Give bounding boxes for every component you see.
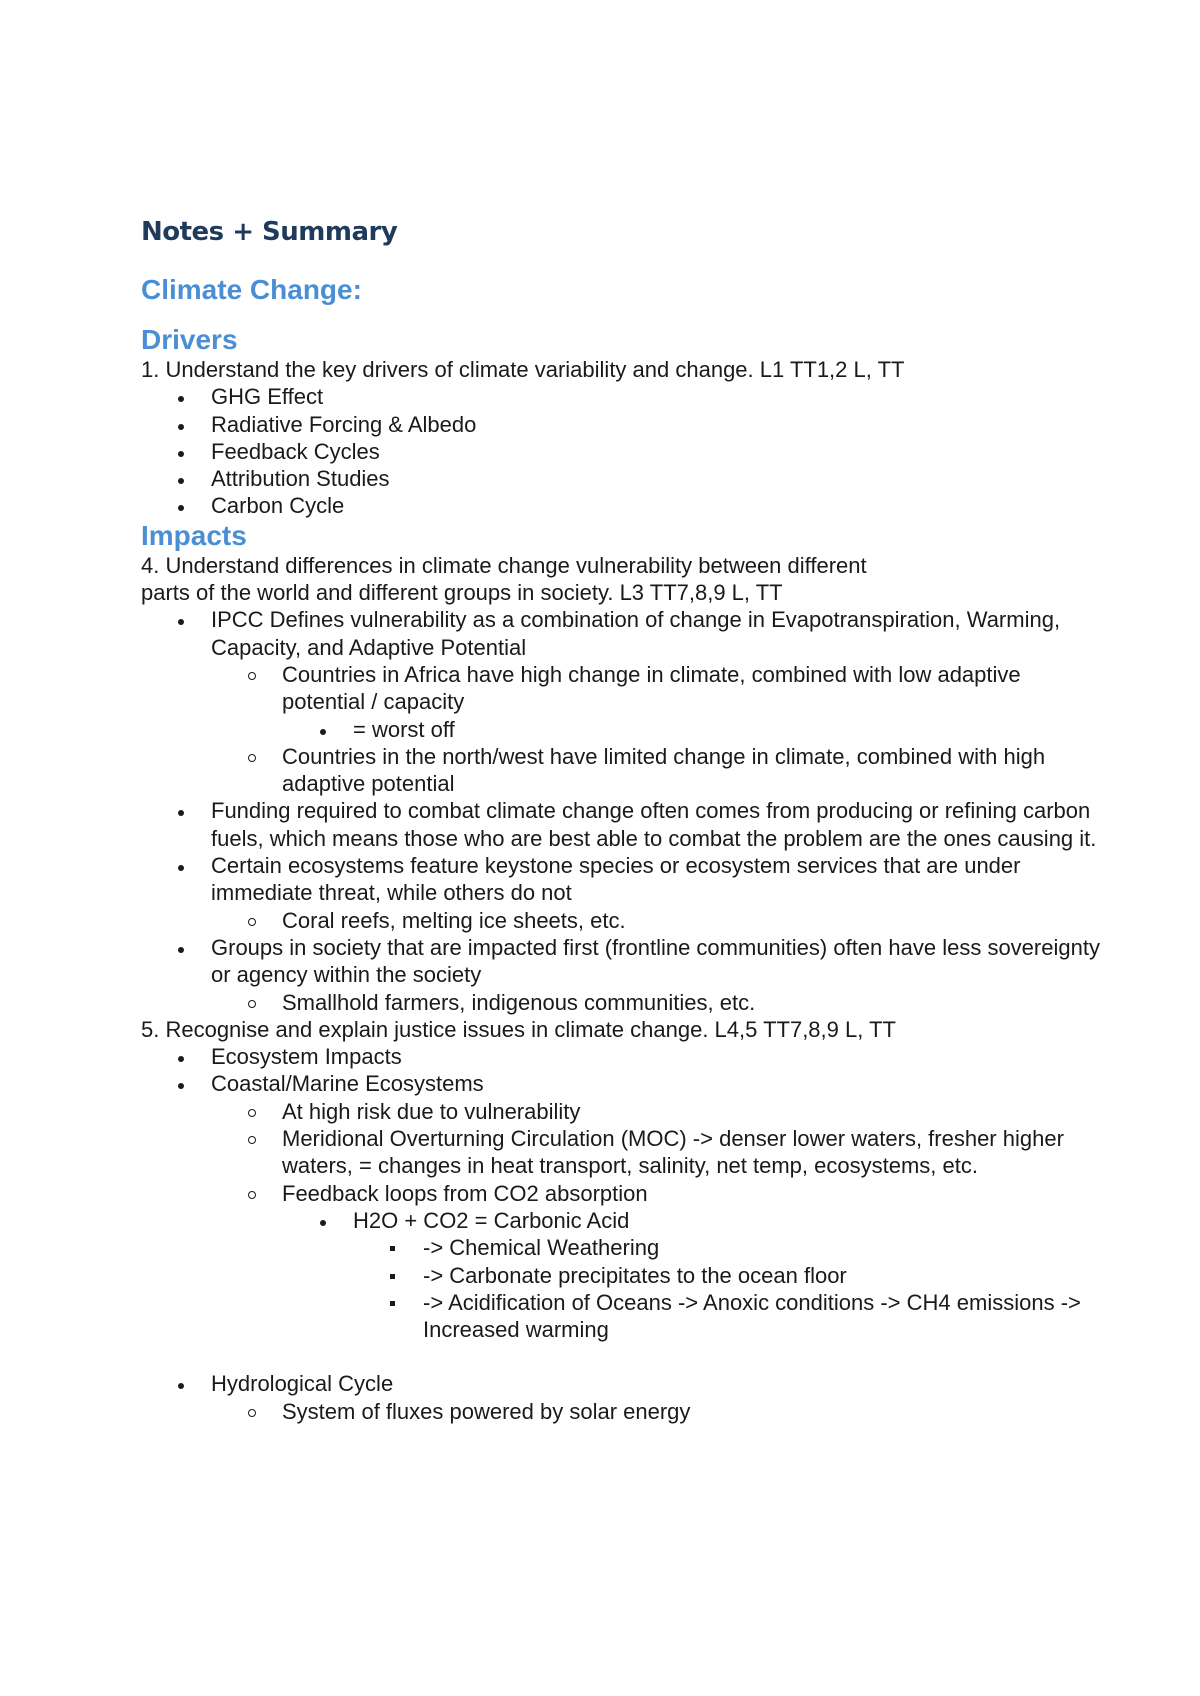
list-item: -> Acidification of Oceans -> Anoxic conditions -> CH4 emissions -> Increased warming (141, 1289, 1101, 1344)
list-item: Coral reefs, melting ice sheets, etc. (141, 907, 1101, 934)
list-item: Meridional Overturning Circulation (MOC) -> denser lower waters, fresher higher waters, = changes in heat transport, salinity, net temp, ecosystems, etc. (141, 1125, 1101, 1180)
bullet-dot-icon (175, 411, 187, 438)
list-item: Smallhold farmers, indigenous communities, etc. (141, 989, 1101, 1016)
list-item: H2O + CO2 = Carbonic Acid (141, 1207, 1101, 1234)
impacts-heading: Impacts (141, 519, 247, 551)
drivers-heading: Drivers (141, 324, 238, 355)
bullet-dot-icon (175, 1070, 187, 1097)
bullet-dot-icon (175, 934, 187, 961)
drivers-list (141, 383, 1101, 519)
bullet-circle-icon (246, 989, 258, 1016)
list-item: -> Carbonate precipitates to the ocean floor (141, 1262, 1101, 1289)
list-item: System of fluxes powered by solar energy (141, 1398, 1101, 1425)
list-item: Countries in the north/west have limited change in climate, combined with high adaptive potential (141, 743, 1101, 798)
bullet-dot-icon (175, 492, 187, 519)
list-item: At high risk due to vulnerability (141, 1098, 1101, 1125)
topic-heading: Climate Change: (141, 274, 362, 305)
list-item: Feedback Cycles (141, 438, 1101, 465)
bullet-dot-icon (175, 465, 187, 492)
list-item: Groups in society that are impacted first (frontline communities) often have less sovereignty or agency within the society (141, 934, 1101, 989)
bullet-circle-icon (246, 907, 258, 934)
document-title: Notes + Summary (141, 217, 398, 247)
bullet-dot-icon (317, 716, 329, 743)
drivers-objective: 1. Understand the key drivers of climate variability and change. L1 TT1,2 L, TT (141, 357, 905, 382)
impacts-objective-line1: 4. Understand differences in climate change vulnerability between different (141, 552, 867, 578)
list-item: Ecosystem Impacts (141, 1043, 1101, 1070)
list-item: Certain ecosystems feature keystone species or ecosystem services that are under immediate threat, while others do not (141, 852, 1101, 907)
list-item: Coastal/Marine Ecosystems (141, 1070, 1101, 1097)
justice-objective: 5. Recognise and explain justice issues in climate change. L4,5 TT7,8,9 L, TT (141, 1016, 896, 1042)
bullet-circle-icon (246, 1398, 258, 1425)
bullet-square-icon (387, 1262, 399, 1289)
document-body (141, 212, 1101, 1425)
list-item: -> Chemical Weathering (141, 1234, 1101, 1261)
bullet-dot-icon (175, 606, 187, 633)
bullet-circle-icon (246, 1180, 258, 1207)
bullet-dot-icon (317, 1207, 329, 1234)
list-item: = worst off (141, 716, 1101, 743)
list-item: Radiative Forcing & Albedo (141, 411, 1101, 438)
list-item: IPCC Defines vulnerability as a combination of change in Evapotranspiration, Warming, Capacity, and Adaptive Potential (141, 606, 1101, 661)
list-item: Attribution Studies (141, 465, 1101, 492)
bullet-dot-icon (175, 438, 187, 465)
list-item: Funding required to combat climate change often comes from producing or refining carbon fuels, which means those who are best able to combat the problem are the ones causing it. (141, 797, 1101, 852)
list-item: Feedback loops from CO2 absorption (141, 1180, 1101, 1207)
impacts-objective-line2: parts of the world and different groups in society. L3 TT7,8,9 L, TT (141, 580, 783, 606)
bullet-dot-icon (175, 797, 187, 824)
list-item: Hydrological Cycle (141, 1370, 1101, 1397)
impacts-list (141, 606, 1101, 1015)
bullet-dot-icon (175, 852, 187, 879)
bullet-dot-icon (175, 383, 187, 410)
bullet-circle-icon (246, 743, 258, 770)
bullet-circle-icon (246, 1125, 258, 1152)
bullet-dot-icon (175, 1043, 187, 1070)
justice-list (141, 1043, 1101, 1343)
blank-line (141, 1343, 1101, 1370)
bullet-circle-icon (246, 1098, 258, 1125)
bullet-circle-icon (246, 661, 258, 688)
hydrology-list (141, 1370, 1101, 1425)
bullet-square-icon (387, 1289, 399, 1316)
list-item: GHG Effect (141, 383, 1101, 410)
list-item: Carbon Cycle (141, 492, 1101, 519)
bullet-square-icon (387, 1234, 399, 1261)
list-item: Countries in Africa have high change in climate, combined with low adaptive potential / capacity (141, 661, 1101, 716)
bullet-dot-icon (175, 1370, 187, 1397)
